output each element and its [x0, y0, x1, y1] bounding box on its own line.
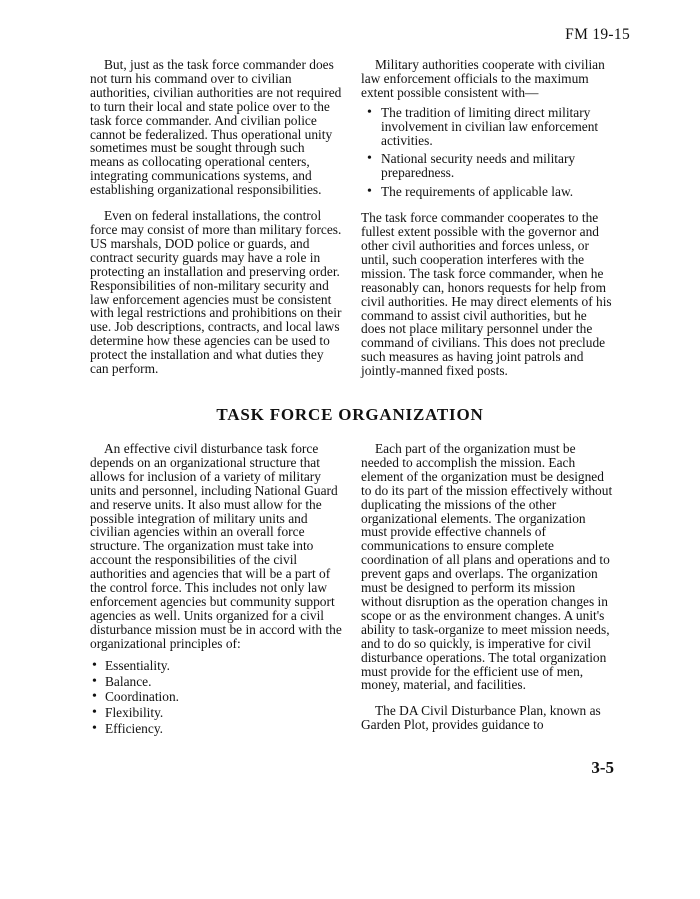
left-column-top	[90, 58, 342, 388]
paragraph: Military authorities cooperate with civilian law enforcement officials to the maximum extent possible consistent with—	[361, 57, 605, 100]
paragraph: An effective civil disturbance task force depends on an organizational structure that allows for inclusion of a variety of military units and personnel, including National Guard and reserve units. It also must allow for the possible integration of military units and civilian agencies within an overall force structure. The organization must take into account the responsibilities of the civil authorities and agencies that will be a part of the control force. This includes not only law enforcement agencies but community support agencies as well. Units organized for a civil disturbance mission must be in accord with the organizational principles of:	[90, 441, 342, 651]
list-item: • Coordination.	[90, 690, 342, 704]
bullet-list	[361, 106, 613, 199]
section-title: TASK FORCE ORGANIZATION	[216, 405, 484, 424]
page-number: 3-5	[591, 758, 614, 777]
paragraph: Each part of the organization must be needed to accomplish the mission. Each element of the organization must be designed to do its part of the mission effectively without duplicating the missions of the other organizational elements. The organization must provide effective channels of communications to ensure complete coordination of all plans and operations and to prevent gaps and overlaps. The organization must be designed to perform its mission without disruption as the operation changes in scope or as the environment changes. A unit's ability to task-organize to meet mission needs, and to do so quickly, is imperative for civil disturbance operations. The total organization must provide for the efficient use of men, money, material, and facilities.	[361, 441, 613, 693]
list-item: • Essentiality.	[90, 659, 342, 673]
principles-list	[90, 659, 342, 737]
list-item: • Balance.	[90, 675, 342, 689]
right-column-top	[361, 58, 613, 390]
left-column-bottom	[90, 442, 342, 748]
paragraph: The DA Civil Disturbance Plan, known as Garden Plot, provides guidance to	[361, 703, 601, 733]
list-item: • The requirements of applicable law.	[361, 185, 613, 199]
manual-header: FM 19-15	[565, 26, 630, 43]
right-column-bottom	[361, 442, 613, 744]
paragraph: Even on federal installations, the control force may consist of more than military forces. US marshals, DOD police or guards, and contract security guards may have a role in protecting an installation and preserving order. Responsibilities of non-military security and law enforcement agencies must be consistent with legal restrictions and prohibitions on their use. Job descriptions, contracts, and local laws determine how these agencies can be used to protect the installation and what duties they can perform.	[90, 208, 342, 377]
list-item: • Flexibility.	[90, 706, 342, 720]
list-item: • National security needs and military preparedness.	[361, 152, 613, 180]
paragraph: But, just as the task force commander does not turn his command over to civilian authorities, civilian authorities are not required to turn their local and state police over to the task force commander. And civilian police cannot be federalized. Thus operational unity sometimes must be sought through such means as collocating operational centers, integrating communications systems, and establishing organizational responsibilities.	[90, 57, 342, 198]
paragraph: The task force commander cooperates to the fullest extent possible with the governor and other civil authorities and forces unless, or until, such cooperation interferes with the mission. The task force commander, when he reasonably can, honors requests for help from civil authorities. He may direct elements of his command to assist civil authorities, but he does not place military personnel under the command of civilians. This does not preclude such measures as having joint patrols and jointly-manned fixed posts.	[361, 210, 612, 379]
list-item: • The tradition of limiting direct military involvement in civilian law enforcement activities.	[361, 106, 613, 148]
list-item: • Efficiency.	[90, 722, 342, 736]
